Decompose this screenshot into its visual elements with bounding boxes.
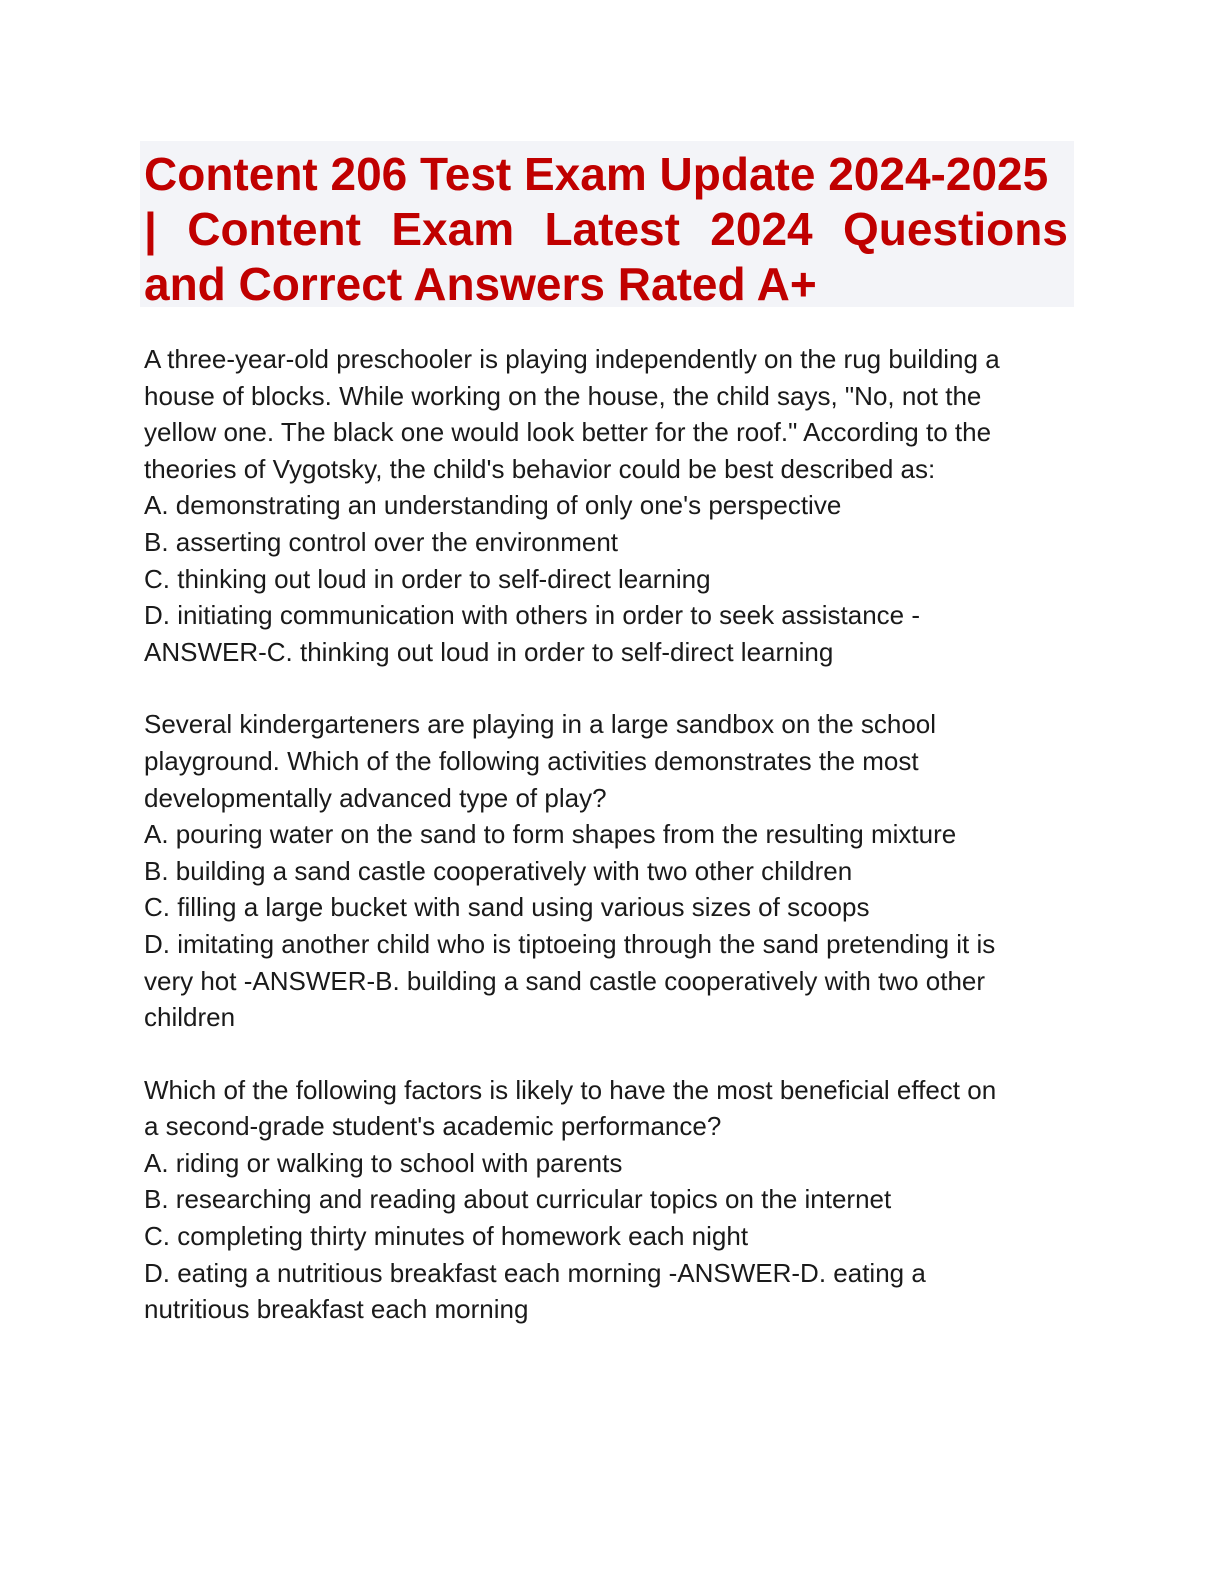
option-line: B. building a sand castle cooperatively with two other children (144, 855, 853, 886)
title-line-2 (144, 202, 1068, 257)
answer-line: children (144, 1002, 236, 1033)
option-line: D. eating a nutritious breakfast each morning -ANSWER-D. eating a (144, 1257, 926, 1288)
question-text-line: a second-grade student's academic performance? (144, 1111, 722, 1142)
option-line: C. thinking out loud in order to self-direct learning (144, 563, 711, 594)
answer-line: nutritious breakfast each morning (144, 1294, 529, 1325)
title-word: Exam (391, 203, 515, 255)
question-text-line: playground. Which of the following activities demonstrates the most (144, 745, 919, 776)
questions-list (144, 341, 1074, 1364)
answer-line: very hot -ANSWER-B. building a sand castle cooperatively with two other (144, 965, 986, 996)
title-line-3: and Correct Answers Rated A+ (144, 258, 817, 310)
title-word: Questions (843, 203, 1068, 255)
option-line: B. researching and reading about curricular topics on the internet (144, 1184, 892, 1215)
option-line: C. completing thirty minutes of homework each night (144, 1221, 749, 1252)
question-text-line: Several kindergarteners are playing in a large sandbox on the school (144, 709, 937, 740)
option-line: A. riding or walking to school with parents (144, 1147, 623, 1178)
option-line: C. filling a large bucket with sand using various sizes of scoops (144, 892, 870, 923)
title-word: Latest (544, 203, 680, 255)
question-block-1 (144, 341, 1074, 670)
option-line: D. initiating communication with others in order to seek assistance - (144, 600, 921, 631)
question-block-2 (144, 706, 1074, 1035)
question-text-line: theories of Vygotsky, the child's behavior could be best described as: (144, 453, 936, 484)
question-text-line: yellow one. The black one would look better for the roof." According to the (144, 417, 992, 448)
title-word: 2024 (710, 203, 813, 255)
question-text-line: house of blocks. While working on the house, the child says, "No, not the (144, 380, 982, 411)
question-text-line: developmentally advanced type of play? (144, 782, 607, 813)
option-line: A. pouring water on the sand to form shapes from the resulting mixture (144, 819, 957, 850)
document-title (140, 141, 1074, 310)
option-line: B. asserting control over the environment (144, 526, 619, 557)
title-line-1: Content 206 Test Exam Update 2024-2025 (144, 148, 1049, 200)
question-text-line: A three-year-old preschooler is playing independently on the rug building a (144, 344, 1000, 374)
question-text-line: Which of the following factors is likely to have the most beneficial effect on (144, 1074, 997, 1105)
option-line: A. demonstrating an understanding of only one's perspective (144, 490, 842, 521)
title-word: Content (187, 203, 361, 255)
title-word: | (144, 203, 157, 255)
option-line: D. imitating another child who is tiptoeing through the sand pretending it is (144, 928, 996, 959)
answer-line: ANSWER-C. thinking out loud in order to self-direct learning (144, 636, 834, 667)
question-block-3 (144, 1072, 1074, 1328)
